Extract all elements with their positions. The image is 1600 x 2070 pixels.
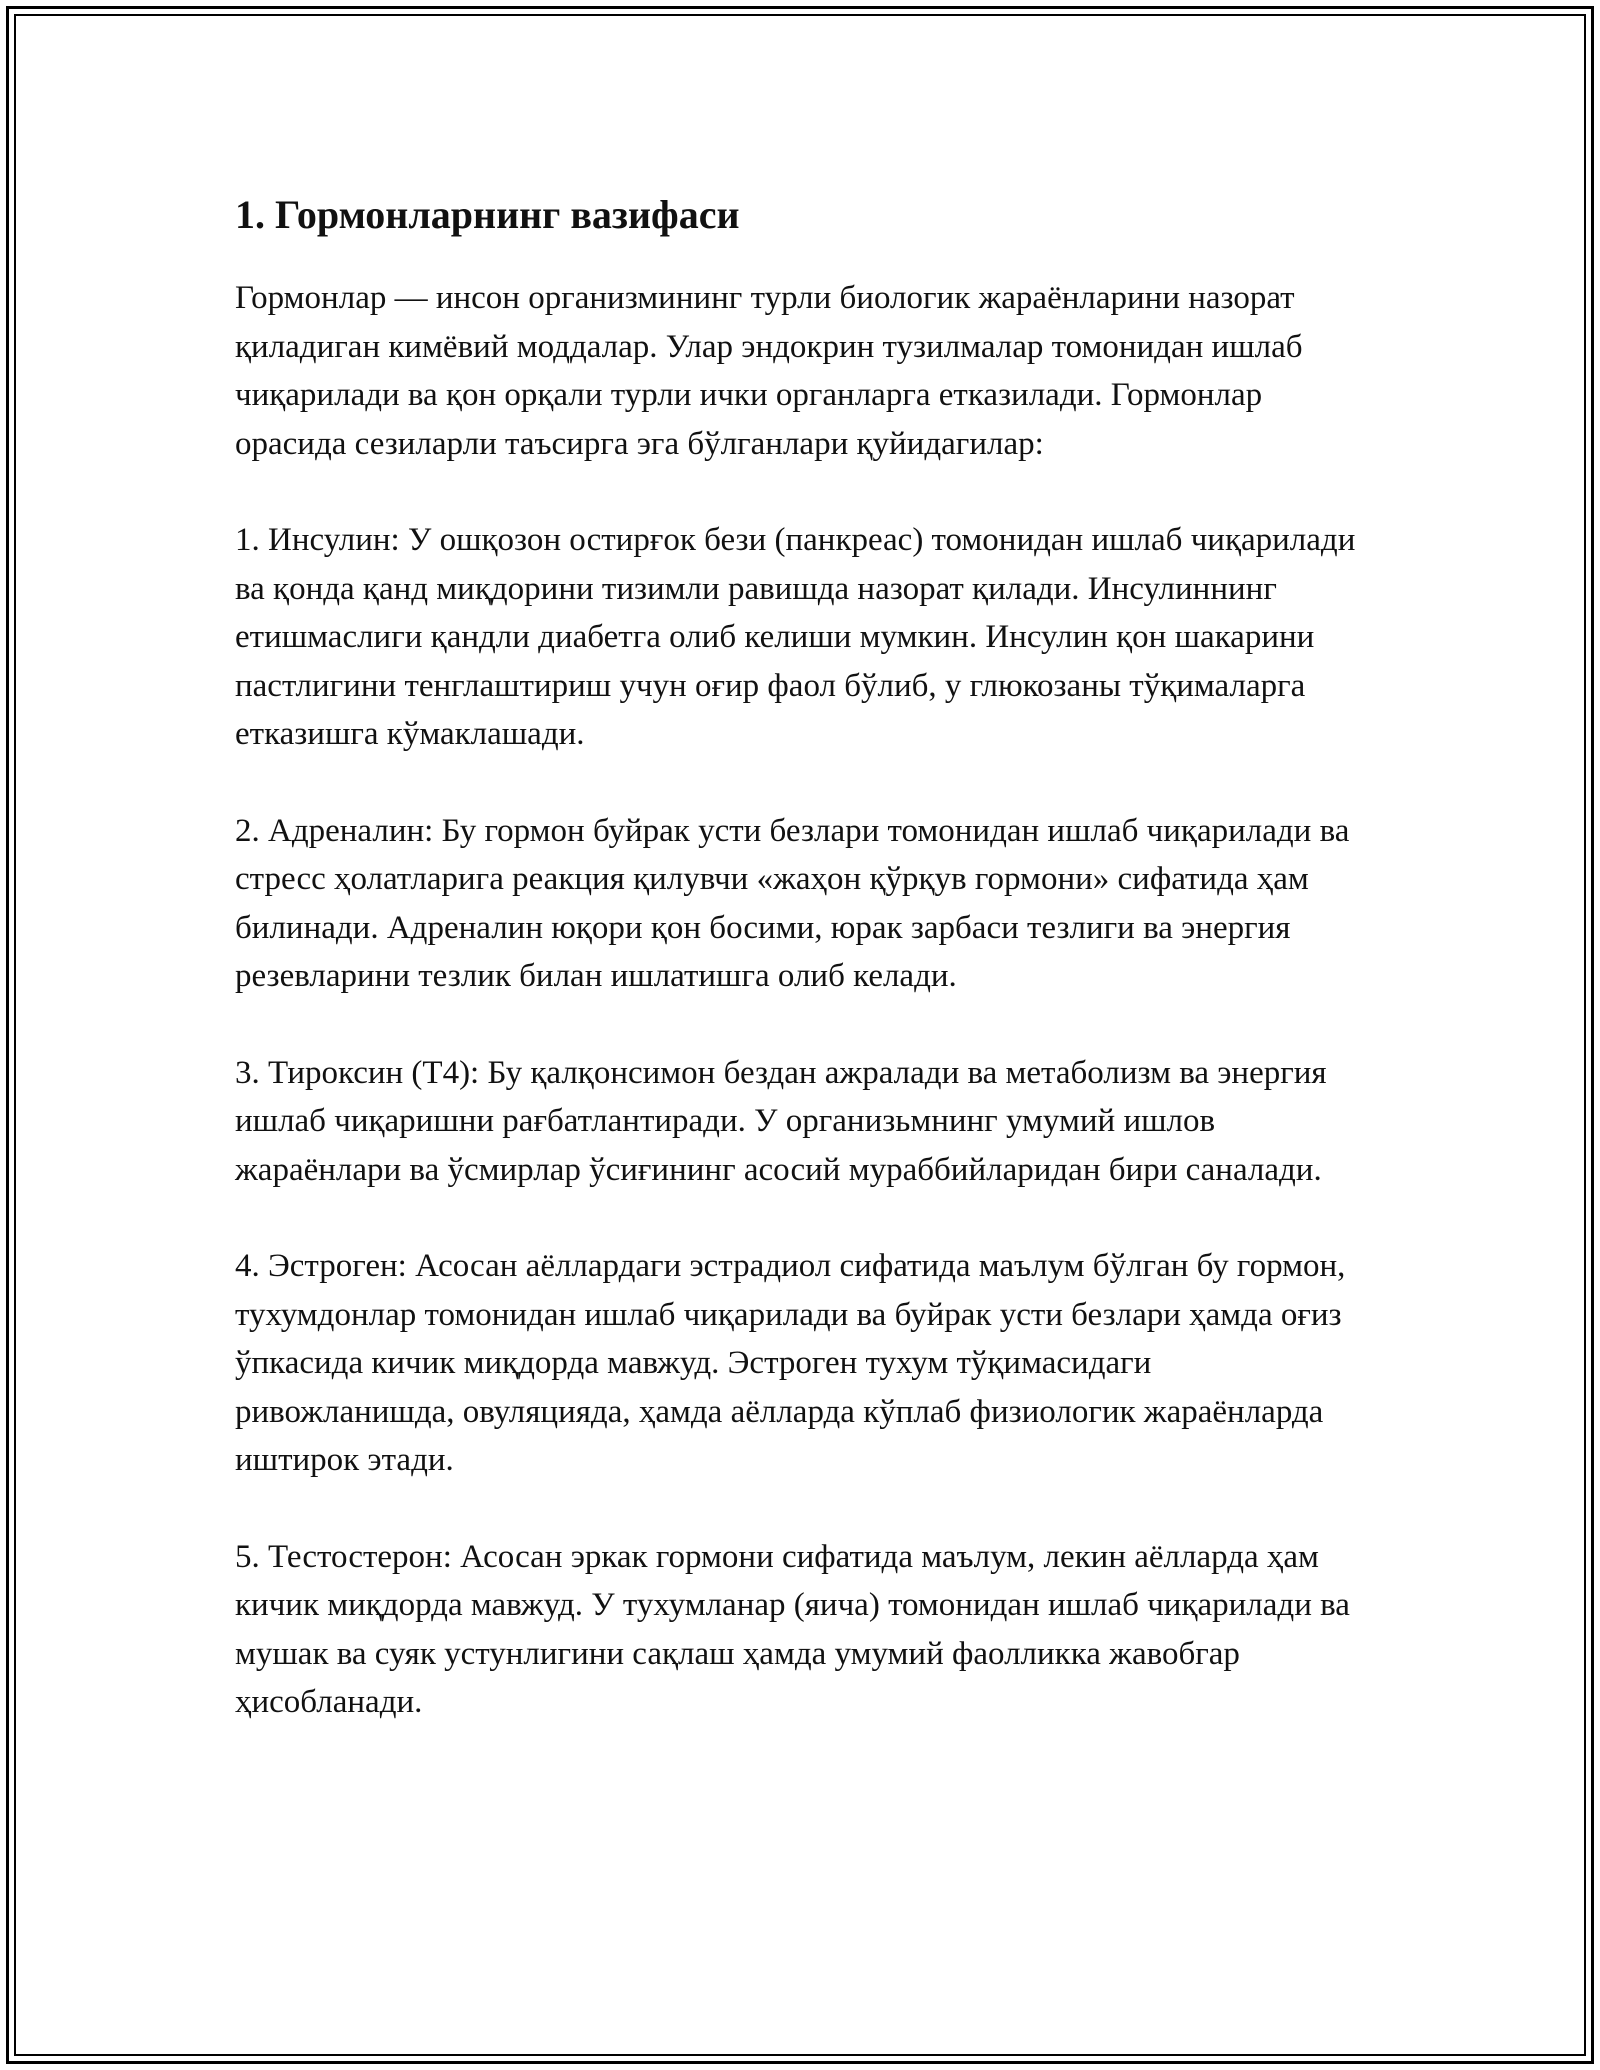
- intro-paragraph: Гормонлар — инсон организмининг турли биологик жараёнларини назорат қиладиган кимёвий моддалар. Улар эндокрин тузилмалар томонидан ишлаб чиқарилади ва қон орқали турли ички органларга етказилади. Гормонлар орасида сезиларли таъсирга эга бўлганлари қуйидагилар:: [235, 280, 1303, 462]
- document-body: [235, 184, 1365, 1775]
- insulin-paragraph: 1. Инсулин: У ошқозон остирғок бези (панкреас) томонидан ишлаб чиқарилади ва қонда қанд миқдорини тизимли равишда назорат қилади. Инсулиннинг етишмаслиги қандли диабетга олиб келиши мумкин. Инсулин қон шакарини пастлигини тенглаштириш учун оғир фаол бўлиб, у глюкозаны тўқималарга етказишга кўмаклашади.: [235, 522, 1356, 752]
- adrenaline-paragraph: 2. Адреналин: Бу гормон буйрак усти безлари томонидан ишлаб чиқарилади ва стресс ҳолатларига реакция қилувчи «жаҳон қўрқув гормони» сифатида ҳам билинади. Адреналин юқори қон босими, юрак зарбаси тезлиги ва энергия резевларини тезлик билан ишлатишга олиб келади.: [235, 812, 1350, 994]
- document-title: 1. Гормонларнинг вазифаси: [235, 192, 740, 237]
- thyroxine-paragraph: 3. Тироксин (Т4): Бу қалқонсимон бездан ажралади ва метаболизм ва энергия ишлаб чиқаришни рағбатлантиради. У организьмнинг умумий ишлов жараёнлари ва ўсмирлар ўсиғининг асосий мураббийларидан бири саналади.: [235, 1054, 1327, 1188]
- testosterone-paragraph: 5. Тестостерон: Асосан эркак гормони сифатида маълум, лекин аёлларда ҳам кичик миқдорда мавжуд. У тухумланар (яича) томонидан ишлаб чиқарилади ва мушак ва суяк устунлигини сақлаш ҳамда умумий фаолликка жавобгар ҳисобланади.: [235, 1538, 1350, 1720]
- estrogen-paragraph: 4. Эстроген: Асосан аёллардаги эстрадиол сифатида маълум бўлган бу гормон, тухумдонлар томонидан ишлаб чиқарилади ва буйрак усти безлари ҳамда оғиз ўпкасида кичик миқдорда мавжуд. Эстроген тухум тўқимасидаги ривожланишда, овуляцияда, ҳамда аёлларда кўплаб физиологик жараёнларда иштирок этади.: [235, 1248, 1346, 1478]
